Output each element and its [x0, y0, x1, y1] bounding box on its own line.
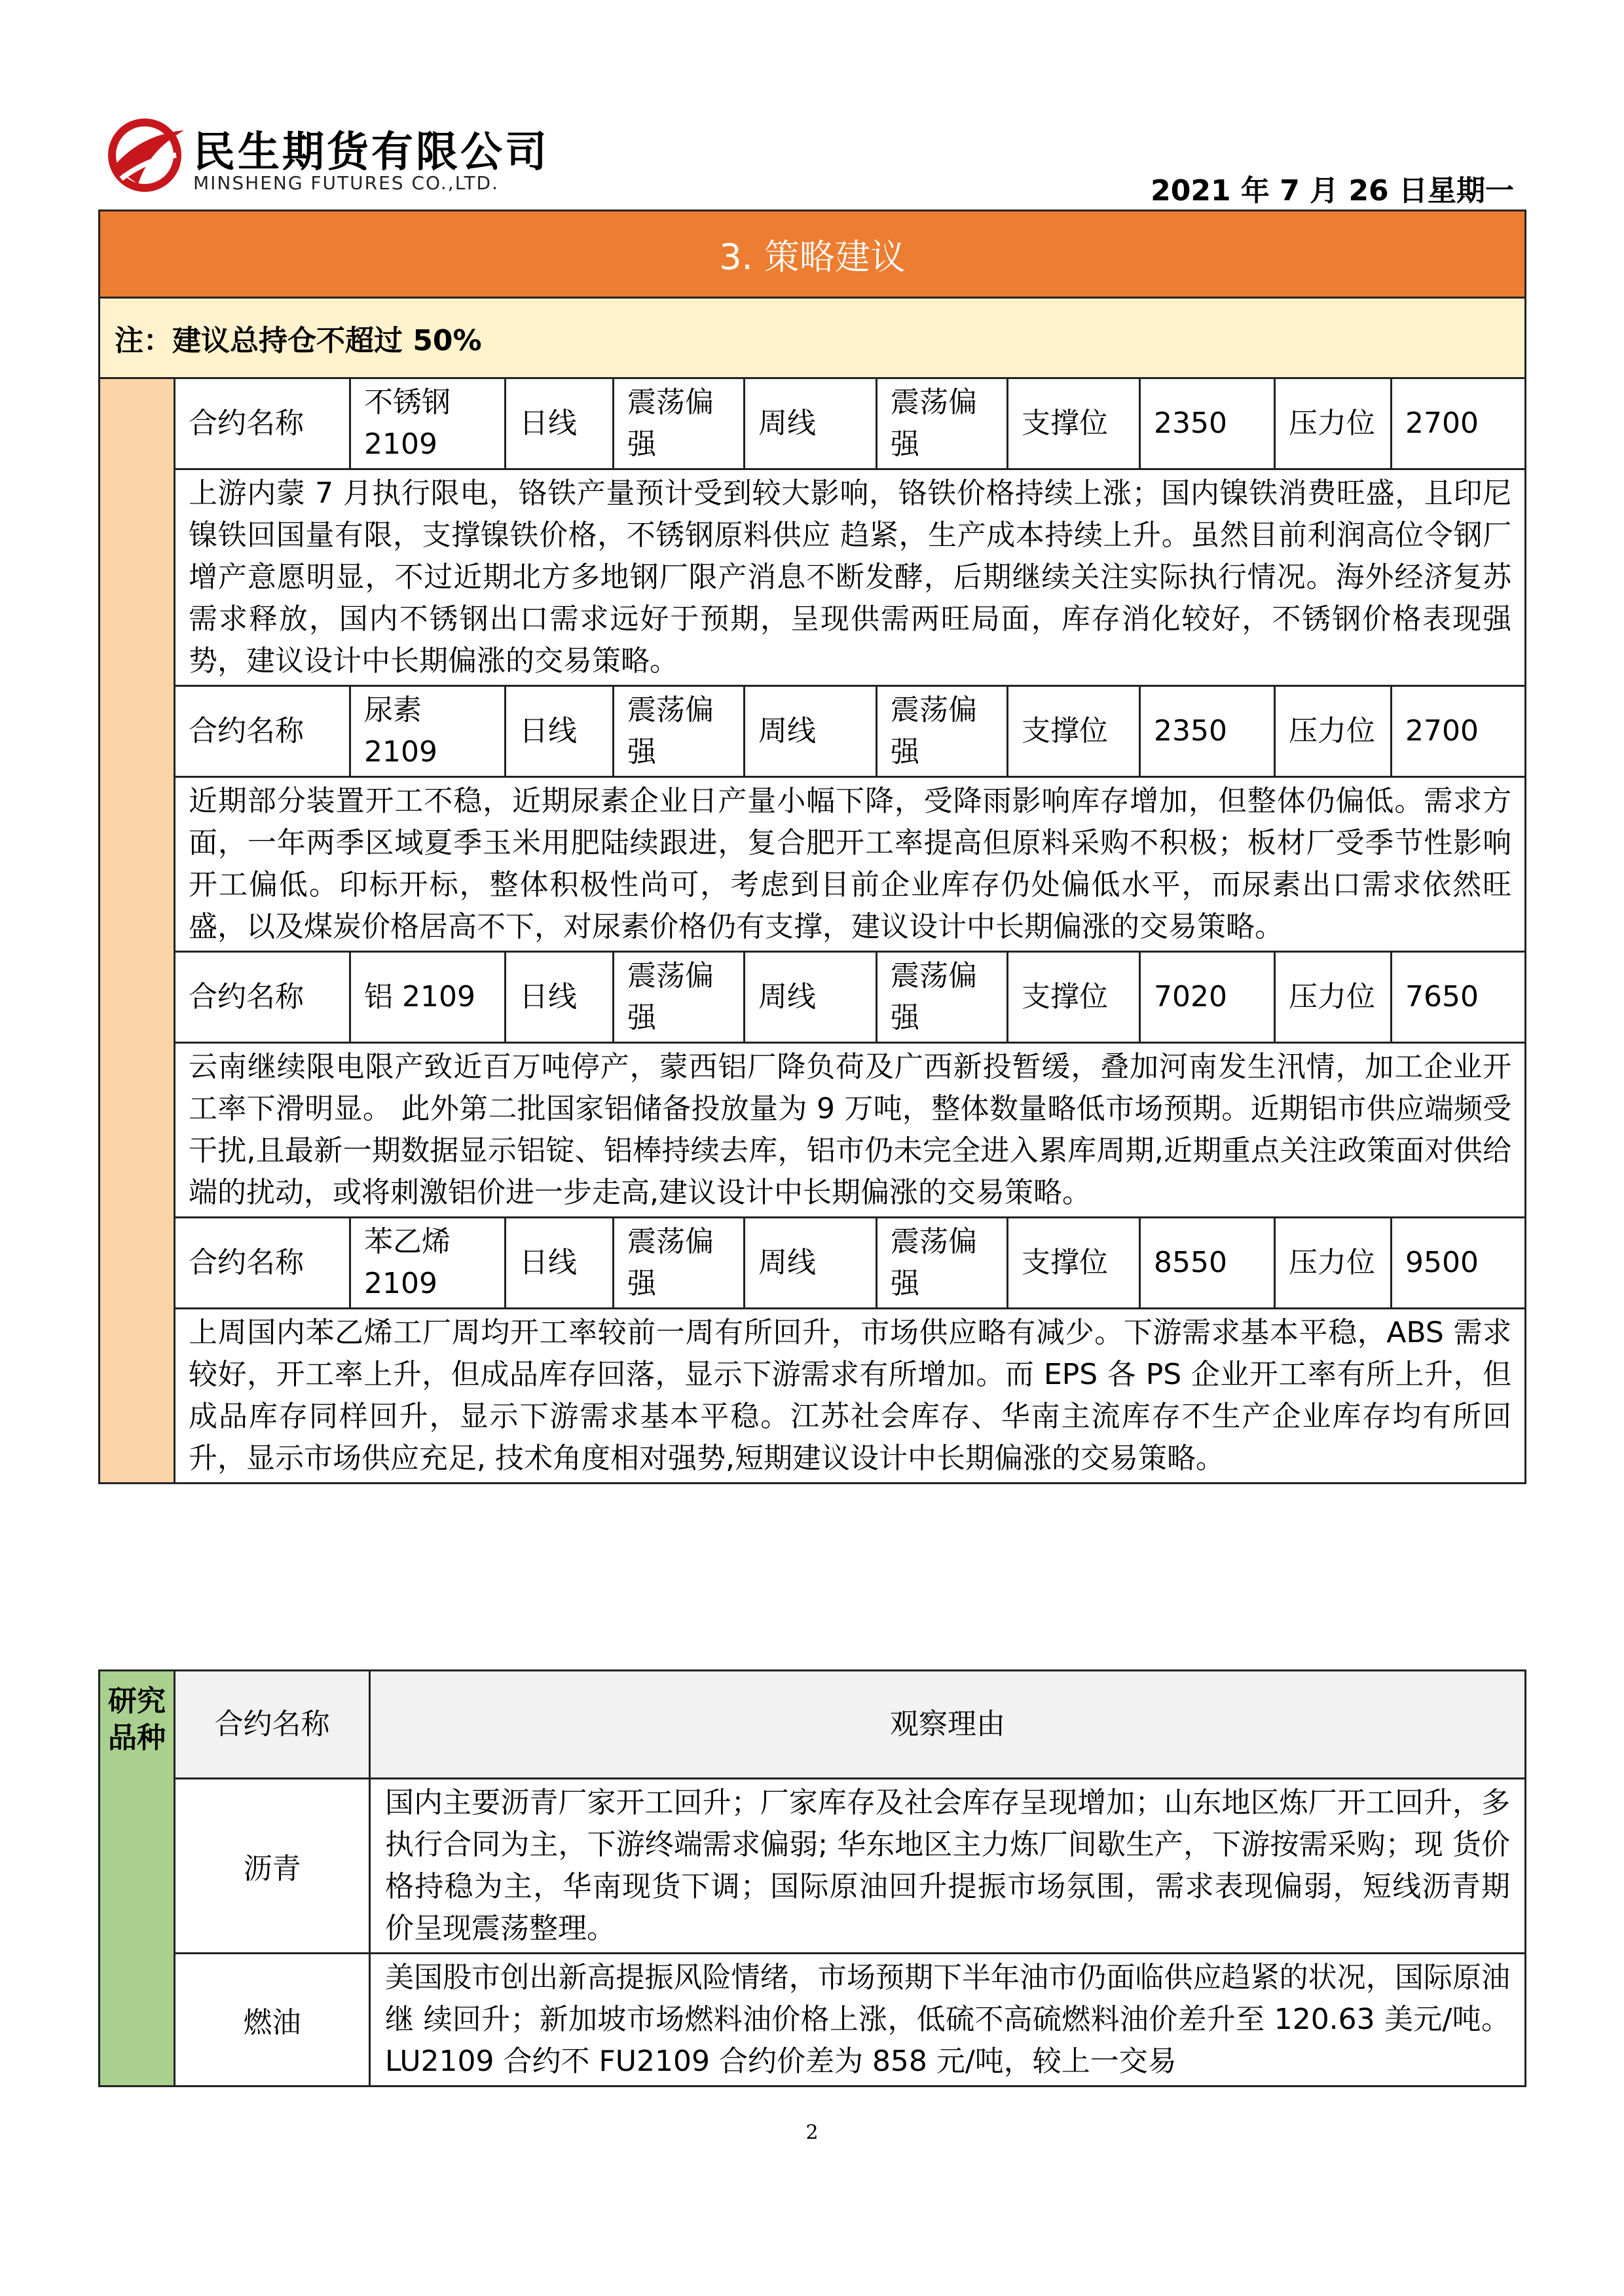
reason-column-header: 观察理由 — [370, 1671, 1526, 1779]
research-table — [98, 1669, 1526, 2087]
pressure-label: 压力位 — [1275, 686, 1392, 777]
pressure-value: 2700 — [1392, 378, 1526, 469]
research-section — [98, 1669, 1524, 2087]
weekly-label: 周线 — [745, 686, 877, 777]
page-header — [0, 0, 1624, 210]
weekly-trend: 震荡偏强 — [877, 378, 1008, 469]
report-date: 2021 年 7 月 26 日星期一 — [1151, 174, 1514, 208]
company-name-en: MINSHENG FUTURES CO.,LTD. — [193, 172, 500, 194]
research-product-name: 沥青 — [175, 1779, 370, 1954]
analysis-row — [100, 1309, 1526, 1484]
weekly-trend: 震荡偏强 — [877, 686, 1008, 777]
support-label: 支撑位 — [1008, 1218, 1140, 1309]
contract-header-row — [100, 952, 1526, 1043]
pressure-label: 压力位 — [1275, 952, 1392, 1043]
weekly-label: 周线 — [745, 1218, 877, 1309]
weekly-label: 周线 — [745, 378, 877, 469]
company-name-cn: 民生期货有限公司 — [193, 128, 549, 177]
pressure-value: 2700 — [1392, 686, 1526, 777]
analysis-row — [100, 777, 1526, 952]
pressure-value: 9500 — [1392, 1218, 1526, 1309]
analysis-row — [100, 469, 1526, 686]
daily-trend: 震荡偏强 — [614, 1218, 745, 1309]
research-reason-text: 美国股市创出新高提振风险情绪，市场预期下半年油市仍面临供应趋紧的状况，国际原油继 续回升；新加坡市场燃料油价格上涨，低硫不高硫燃料油价差升至 120.63 美元/吨。LU2109 合约不 FU2109 合约价差为 858 元/吨，较上一交易 — [370, 1954, 1526, 2086]
contract-name: 尿素 2109 — [350, 686, 506, 777]
support-value: 8550 — [1140, 1218, 1275, 1309]
daily-trend: 震荡偏强 — [614, 952, 745, 1043]
daily-label: 日线 — [506, 686, 614, 777]
research-sidebar-label: 研究品种 — [100, 1671, 175, 2086]
page-number: 2 — [805, 2121, 819, 2144]
support-label: 支撑位 — [1008, 686, 1140, 777]
support-value: 2350 — [1140, 686, 1275, 777]
contract-name: 不锈钢 2109 — [350, 378, 506, 469]
daily-trend: 震荡偏强 — [614, 686, 745, 777]
analysis-text: 上游内蒙 7 月执行限电，铬铁产量预计受到较大影响，铬铁价格持续上涨；国内镍铁消费旺盛，且印尼镍铁回国量有限，支撑镍铁价格，不锈钢原料供应 趋紧，生产成本持续上升。虽然目前利润高位令钢厂增产意愿明显，不过近期北方多地钢厂限产消息不断发酵，后期继续关注实际执行情况。海外经济复苏需求释放，国内不锈钢出口需求远好于预期，呈现供需两旺局面，库存消化较好，不锈钢价格表现强势，建议设计中长期偏涨的交易策略。 — [175, 469, 1526, 686]
daily-label: 日线 — [506, 1218, 614, 1309]
company-logo — [108, 115, 566, 200]
pressure-label: 压力位 — [1275, 378, 1392, 469]
contract-column-header: 合约名称 — [175, 1671, 370, 1779]
weekly-trend: 震荡偏强 — [877, 1218, 1008, 1309]
contract-label: 合约名称 — [175, 1218, 350, 1309]
weekly-label: 周线 — [745, 952, 877, 1043]
strategy-title: 3. 策略建议 — [100, 211, 1526, 298]
analysis-text: 近期部分装置开工不稳，近期尿素企业日产量小幅下降，受降雨影响库存增加，但整体仍偏低。需求方面，一年两季区域夏季玉米用肥陆续跟进，复合肥开工率提高但原料采购不积极；板材厂受季节性影响开工偏低。印标开标，整体积极性尚可，考虑到目前企业库存仍处偏低水平，而尿素出口需求依然旺盛，以及煤炭价格居高不下，对尿素价格仍有支撑，建议设计中长期偏涨的交易策略。 — [175, 777, 1526, 952]
position-note: 注：建议总持仓不超过 50% — [100, 298, 1526, 378]
research-reason-text: 国内主要沥青厂家开工回升；厂家库存及社会库存呈现增加；山东地区炼厂开工回升，多执行合同为主，下游终端需求偏弱; 华东地区主力炼厂间歇生产，下游按需采购；现 货价格持稳为主，华南现货下调；国际原油回升提振市场氛围，需求表现偏弱，短线沥青期 价呈现震荡整理。 — [370, 1779, 1526, 1954]
contract-label: 合约名称 — [175, 686, 350, 777]
analysis-text: 云南继续限电限产致近百万吨停产，蒙西铝厂降负荷及广西新投暂缓，叠加河南发生汛情，加工企业开工率下滑明显。 此外第二批国家铝储备投放量为 9 万吨，整体数量略低市场预期。近期铝市供应端频受干扰,且最新一期数据显示铝锭、铝棒持续去库，铝市仍未完全进入累库周期,近期重点关注政策面对供给端的扰动，或将刺激铝价进一步走高,建议设计中长期偏涨的交易策略。 — [175, 1043, 1526, 1218]
daily-label: 日线 — [506, 952, 614, 1043]
contract-label: 合约名称 — [175, 952, 350, 1043]
strategy-sidebar — [100, 378, 175, 1484]
daily-label: 日线 — [506, 378, 614, 469]
weekly-trend: 震荡偏强 — [877, 952, 1008, 1043]
pressure-value: 7650 — [1392, 952, 1526, 1043]
contract-name: 铝 2109 — [350, 952, 506, 1043]
support-value: 2350 — [1140, 378, 1275, 469]
strategy-table — [98, 210, 1526, 1484]
strategy-section — [98, 210, 1524, 1484]
contract-label: 合约名称 — [175, 378, 350, 469]
daily-trend: 震荡偏强 — [614, 378, 745, 469]
support-label: 支撑位 — [1008, 378, 1140, 469]
contract-header-row — [100, 686, 1526, 777]
analysis-text: 上周国内苯乙烯工厂周均开工率较前一周有所回升，市场供应略有减少。下游需求基本平稳，ABS 需求较好，开工率上升，但成品库存回落，显示下游需求有所增加。而 EPS 各 PS 企业开工率有所上升，但成品库存同样回升，显示下游需求基本平稳。江苏社会库存、华南主流库存不生产企业库存均有所回升，显示市场供应充足, 技术角度相对强势,短期建议设计中长期偏涨的交易策略。 — [175, 1309, 1526, 1484]
research-row — [100, 1954, 1526, 2086]
analysis-row — [100, 1043, 1526, 1218]
research-product-name: 燃油 — [175, 1954, 370, 2086]
pressure-label: 压力位 — [1275, 1218, 1392, 1309]
contract-header-row — [100, 378, 1526, 469]
support-value: 7020 — [1140, 952, 1275, 1043]
contract-name: 苯乙烯 2109 — [350, 1218, 506, 1309]
contract-header-row — [100, 1218, 1526, 1309]
minsheng-swoosh-logo-icon — [108, 116, 187, 194]
support-label: 支撑位 — [1008, 952, 1140, 1043]
research-row — [100, 1779, 1526, 1954]
